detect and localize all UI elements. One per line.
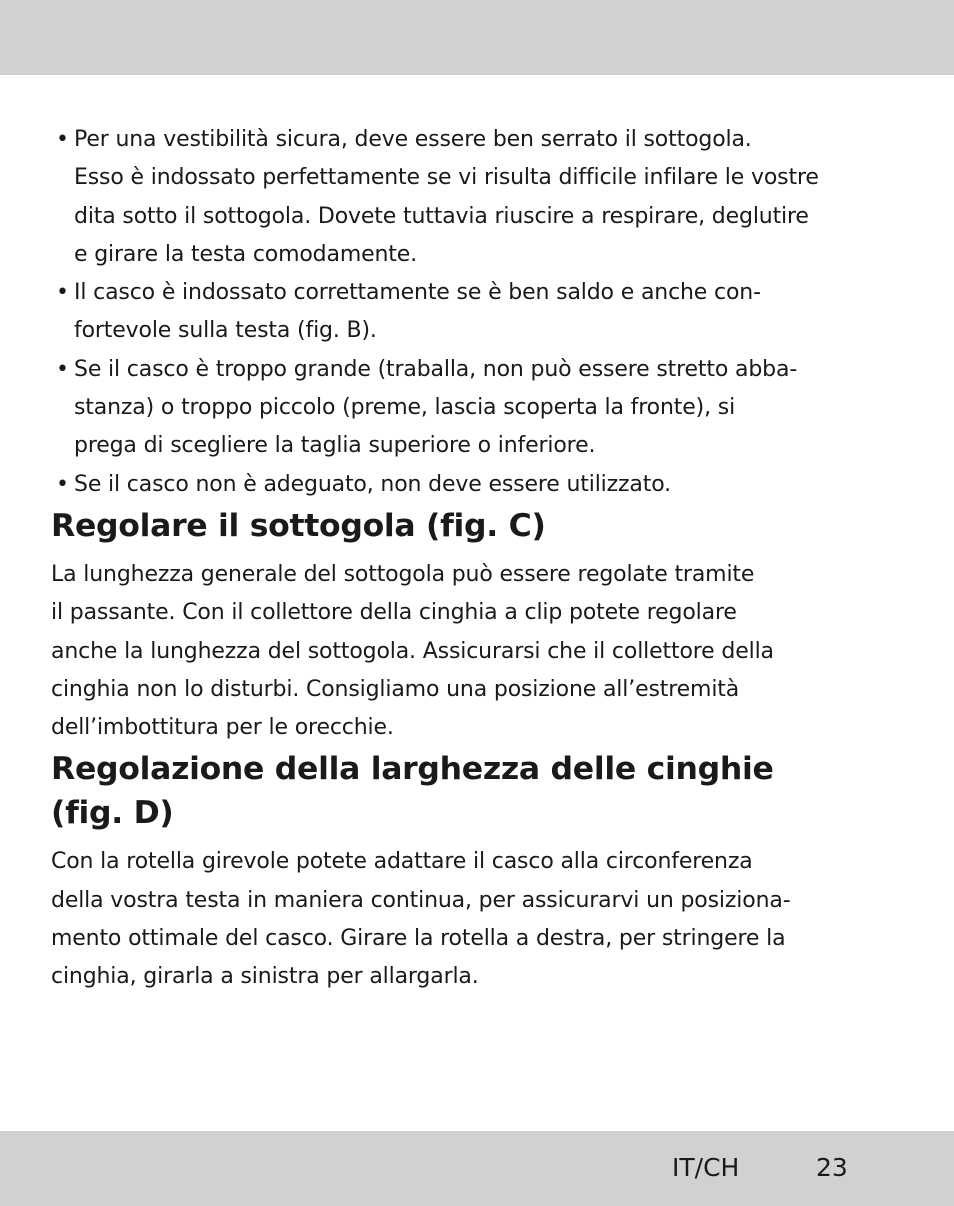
bullet-list <box>51 121 901 504</box>
bullet-item <box>51 351 901 466</box>
bullet-dot-icon: • <box>56 127 69 152</box>
bullet-item <box>51 274 901 351</box>
bullet-item <box>51 466 901 504</box>
page-content <box>51 121 901 997</box>
section-body-strap-width: Con la rotella girevole potete adattare il casco alla circonferenza della vostra testa in maniera continua, per assicurarvi un posiziona- mento ottimale del casco. Girare la rotella a destra, per stringere la cinghia, girarla a sinistra per allargarla. <box>51 849 791 990</box>
footer-band <box>0 1131 954 1206</box>
bullet-text: Se il casco non è adeguato, non deve essere utilizzato. <box>74 471 672 497</box>
bullet-item <box>51 121 901 274</box>
bullet-dot-icon: • <box>56 471 69 497</box>
header-band <box>0 0 954 75</box>
bullet-dot-icon: • <box>56 280 69 306</box>
page-number: 23 <box>816 1153 848 1182</box>
footer-language: IT/CH <box>672 1153 740 1182</box>
bullet-dot-icon: • <box>56 356 69 382</box>
section-heading-chinstrap: Regolare il sottogola (fig. C) <box>51 507 546 544</box>
section-heading-strap-width: Regolazione della larghezza delle cinghie (fig. D) <box>51 751 774 832</box>
bullet-text: Il casco è indossato correttamente se è ben saldo e anche con- fortevole sulla testa (fig. B). <box>74 280 761 344</box>
bullet-text: Se il casco è troppo grande (traballa, non può essere stretto abba- stanza) o troppo piccolo (preme, lascia scoperta la fronte), si prega di scegliere la taglia superiore o inferiore. <box>74 356 798 459</box>
bullet-text: Per una vestibilità sicura, deve essere ben serrato il sottogola. Esso è indossato perfettamente se vi risulta difficile infilare le vostre dita sotto il sottogola. Dovete tuttavia riuscire a respirare, deglutire e girare la testa comodamente. <box>74 127 819 267</box>
section-body-chinstrap: La lunghezza generale del sottogola può essere regolate tramite il passante. Con il collettore della cinghia a clip potete regolare anche la lunghezza del sottogola. Assicurarsi che il collettore della cinghia non lo disturbi. Consigliamo una posizione all’estremità dell’imbottitura per le orecchie. <box>51 561 774 741</box>
